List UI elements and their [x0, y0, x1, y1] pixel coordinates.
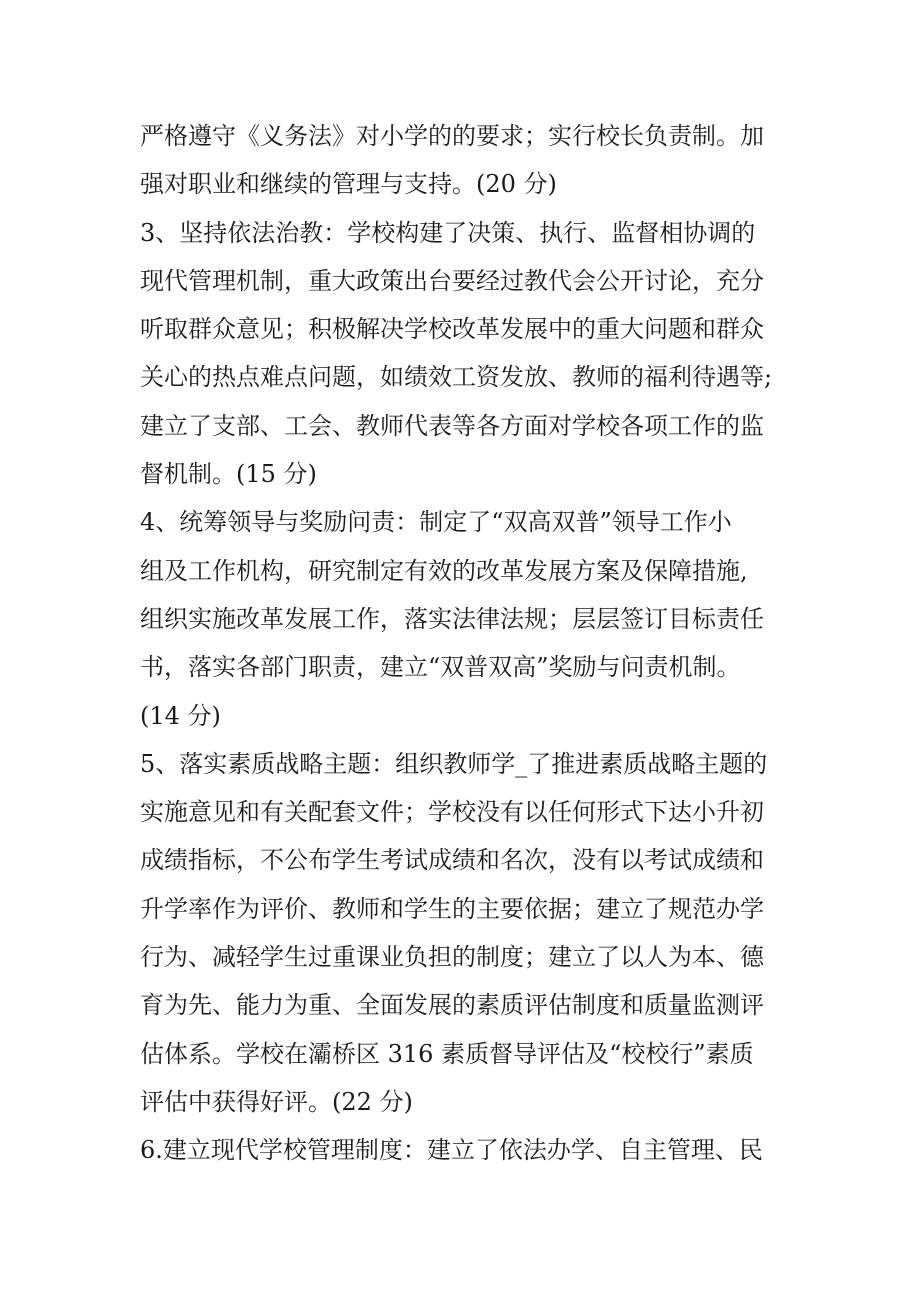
- text-line: 建立了支部、工会、教师代表等各方面对学校各项工作的监: [140, 411, 764, 440]
- text-line: 估体系。学校在灞桥区 316 素质督导评估及“校校行”素质: [140, 1039, 754, 1068]
- text-line: 6.建立现代学校管理制度：建立了依法办学、自主管理、民: [140, 1136, 763, 1165]
- text-line: 听取群众意见；积极解决学校改革发展中的重大问题和群众: [140, 315, 764, 344]
- text-line: 督机制。(15 分): [140, 460, 317, 489]
- text-line: 5、落实素质战略主题：组织教师学_了推进素质战略主题的: [140, 749, 768, 778]
- text-line: 书，落实各部门职责，建立“双普双高”奖励与问责机制。: [140, 653, 741, 682]
- text-line: 组及工作机构，研究制定有效的改革发展方案及保障措施,: [140, 556, 748, 585]
- text-line: 严格遵守《义务法》对小学的的要求；实行校长负责制。加: [140, 122, 764, 150]
- text-line: 育为先、能力为重、全面发展的素质评估制度和质量监测评: [140, 991, 764, 1020]
- text-line: 行为、减轻学生过重课业负担的制度；建立了以人为本、德: [140, 943, 764, 972]
- text-line: 4、统筹领导与奖励问责：制定了“双高双普”领导工作小: [140, 508, 732, 537]
- text-line: 3、坚持依法治教：学校构建了决策、执行、监督相协调的: [140, 218, 756, 247]
- text-line: 现代管理机制，重大政策出台要经过教代会公开讨论，充分: [140, 266, 764, 295]
- text-line: 成绩指标，不公布学生考试成绩和名次，没有以考试成绩和: [140, 846, 764, 875]
- text-line: 组织实施改革发展工作，落实法律法规；层层签订目标责任: [140, 604, 764, 633]
- text-line: 关心的热点难点问题，如绩效工资发放、教师的福利待遇等;: [140, 363, 773, 392]
- text-line: (14 分): [140, 701, 221, 730]
- document-body: [140, 112, 790, 1175]
- text-line: 升学率作为评价、教师和学生的主要依据；建立了规范办学: [140, 894, 764, 923]
- text-line: 实施意见和有关配套文件；学校没有以任何形式下达小升初: [140, 798, 764, 827]
- text-line: 评估中获得好评。(22 分): [140, 1087, 413, 1116]
- text-line: 强对职业和继续的管理与支持。(20 分): [140, 170, 557, 199]
